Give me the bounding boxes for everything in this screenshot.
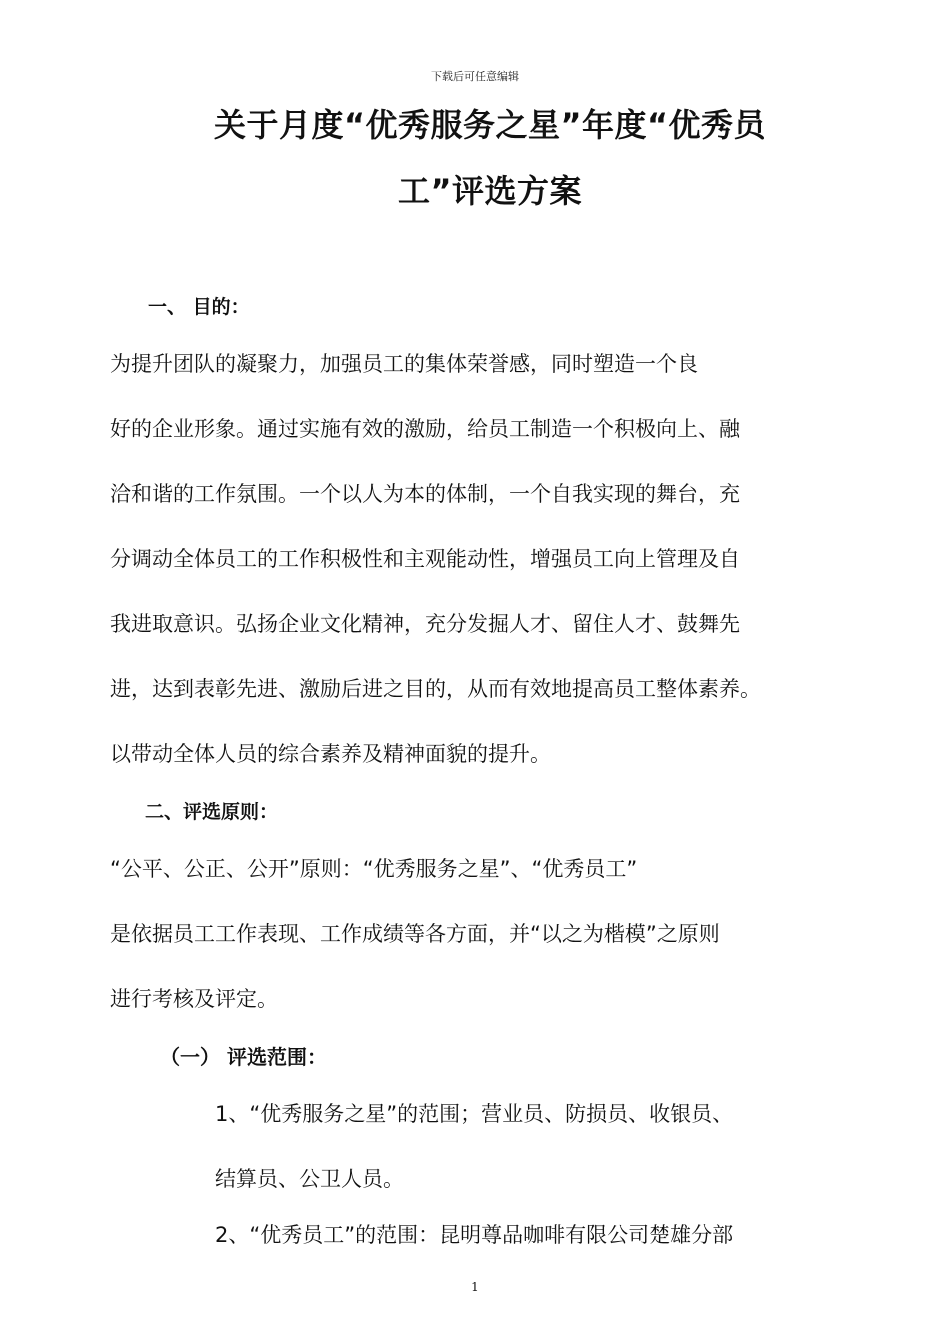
section-1-line: 以带动全体人员的综合素养及精神面貌的提升。 <box>110 742 551 766</box>
title-line-1: 关于月度“优秀服务之星”年度“优秀员 <box>213 106 767 144</box>
page-number: 1 <box>471 1280 479 1294</box>
title-line-2: 工”评选方案 <box>397 172 583 210</box>
section-1-line: 洽和谐的工作氛围。一个以人为本的体制，一个自我实现的舞台，充 <box>110 482 740 506</box>
section-1-line: 好的企业形象。通过实施有效的激励，给员工制造一个积极向上、融 <box>110 417 740 441</box>
scope-item-line: 1、“优秀服务之星”的范围；营业员、防损员、收银员、 <box>215 1102 734 1126</box>
scope-item-line: 2、“优秀员工”的范围：昆明尊品咖啡有限公司楚雄分部 <box>215 1223 734 1247</box>
section-2-line: 是依据员工工作表现、工作成绩等各方面，并“以之为楷模”之原则 <box>110 922 720 946</box>
sub-heading-scope: （一） 评选范围： <box>160 1045 327 1069</box>
header-note: 下载后可任意编辑 <box>431 70 519 83</box>
section-2-line: 进行考核及评定。 <box>110 987 278 1011</box>
section-2-heading: 二、评选原则： <box>145 801 279 823</box>
section-1-line: 我进取意识。弘扬企业文化精神，充分发掘人才、留住人才、鼓舞先 <box>110 612 740 636</box>
scope-item-line: 结算员、公卫人员。 <box>215 1167 404 1191</box>
section-1-line: 进，达到表彰先进、激励后进之目的，从而有效地提高员工整体素养。 <box>110 677 761 701</box>
document-title <box>110 92 870 224</box>
section-1-line: 分调动全体员工的工作积极性和主观能动性，增强员工向上管理及自 <box>110 547 740 571</box>
section-1-heading: 一、 目的： <box>148 296 250 318</box>
section-1-line: 为提升团队的凝聚力，加强员工的集体荣誉感，同时塑造一个良 <box>110 352 698 376</box>
section-2-line: “公平、公正、公开”原则：“优秀服务之星”、“优秀员工” <box>110 857 638 881</box>
